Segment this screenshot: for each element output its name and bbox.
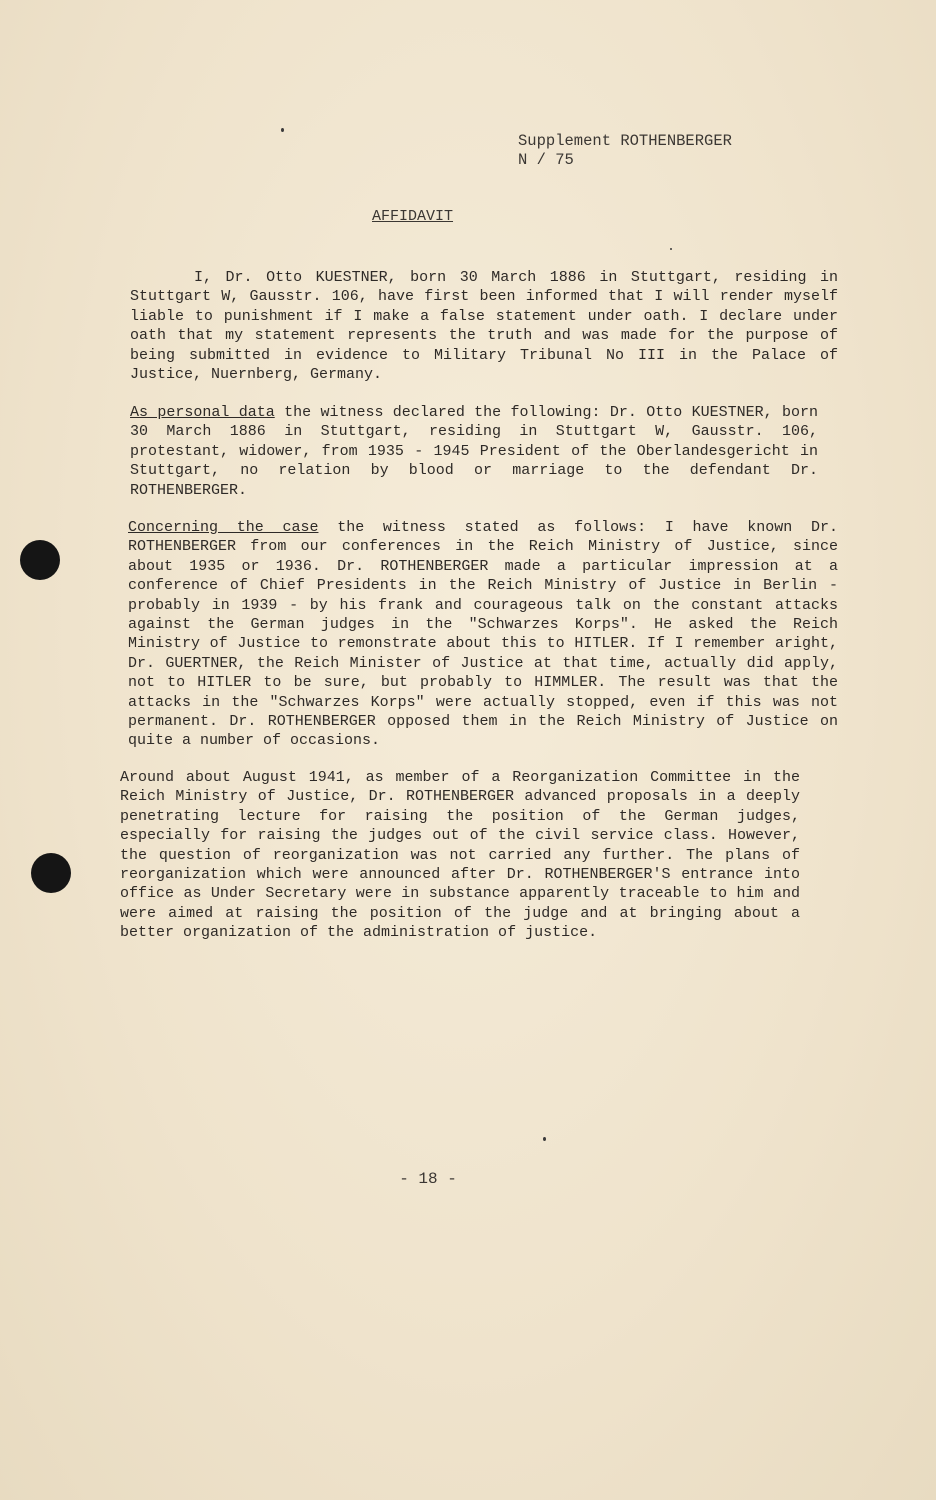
header-supplement: Supplement ROTHENBERGER: [518, 132, 732, 150]
case-text: the witness stated as follows: I have known Dr. ROTHENBERGER from our conferences in the Reich Ministry of Justice, since about 1935 or 1936. Dr. ROTHENBERGER made a particular impression at a conference of Chief Presidents in the Reich Ministry of Justice in Berlin - probably in 1939 - by his frank and courageous talk on the constant attacks against the German judges in the "Schwarzes Korps". He asked the Reich Ministry of Justice to remonstrate about this to HITLER. If I remember aright, Dr. GUERTNER, the Reich Minister of Justice at that time, actually did apply, not to HITLER to be sure, but probably to HIMMLER. The result was that the attacks in the "Schwarzes Korps" were actually stopped, even if this was not permanent. Dr. ROTHENBERGER opposed them in the Reich Ministry of Justice on quite a number of occasions.: [128, 519, 838, 750]
paper-speck: [281, 128, 284, 132]
paper-speck: [543, 1137, 546, 1141]
header-reference: N / 75: [518, 151, 574, 169]
page-number: - 18 -: [399, 1170, 457, 1188]
paragraph-concerning-case: [128, 518, 838, 751]
paragraph-intro: [130, 268, 838, 384]
personal-data-text: the witness declared the following: Dr. Otto KUESTNER, born 30 March 1886 in Stuttgart, residing in Stuttgart W, Gausstr. 106, protestant, widower, from 1935 - 1945 President of the Oberlandesgericht in Stuttgart, no relation by blood or marriage to the defendant Dr. ROTHENBERGER.: [130, 404, 818, 499]
document-title: AFFIDAVIT: [372, 208, 454, 225]
binder-hole-bottom: [31, 853, 71, 893]
document-header: [518, 132, 732, 170]
binder-hole-top: [20, 540, 60, 580]
personal-data-heading: As personal data: [130, 404, 275, 421]
paragraph-personal-data: [130, 403, 818, 500]
case-heading: Concerning the case: [128, 519, 319, 536]
paragraph-reorganization: [120, 768, 800, 943]
intro-text: I, Dr. Otto KUESTNER, born 30 March 1886 in Stuttgart, residing in Stuttgart W, Gausstr. 106, have first been informed that I will render myself liable to punishment if I make a false statement under oath. I declare under oath that my statement represents the truth and was made for the purpose of being submitted in evidence to Military Tribunal No III in the Palace of Justice, Nuernberg, Germany.: [130, 269, 838, 384]
reorganization-text: Around about August 1941, as member of a Reorganization Committee in the Reich Ministry of Justice, Dr. ROTHENBERGER advanced proposals in a deeply penetrating lecture for raising the position of the German judges, especially for raising the judges out of the civil service class. However, the question of reorganization was not carried any further. The plans of reorganization which were announced after Dr. ROTHENBERGER'S entrance into office as Under Secretary were in substance apparently traceable to him and were aimed at raising the position of the judge and at bringing about a better organization of the administration of justice.: [120, 769, 800, 942]
paper-speck: [670, 248, 672, 250]
